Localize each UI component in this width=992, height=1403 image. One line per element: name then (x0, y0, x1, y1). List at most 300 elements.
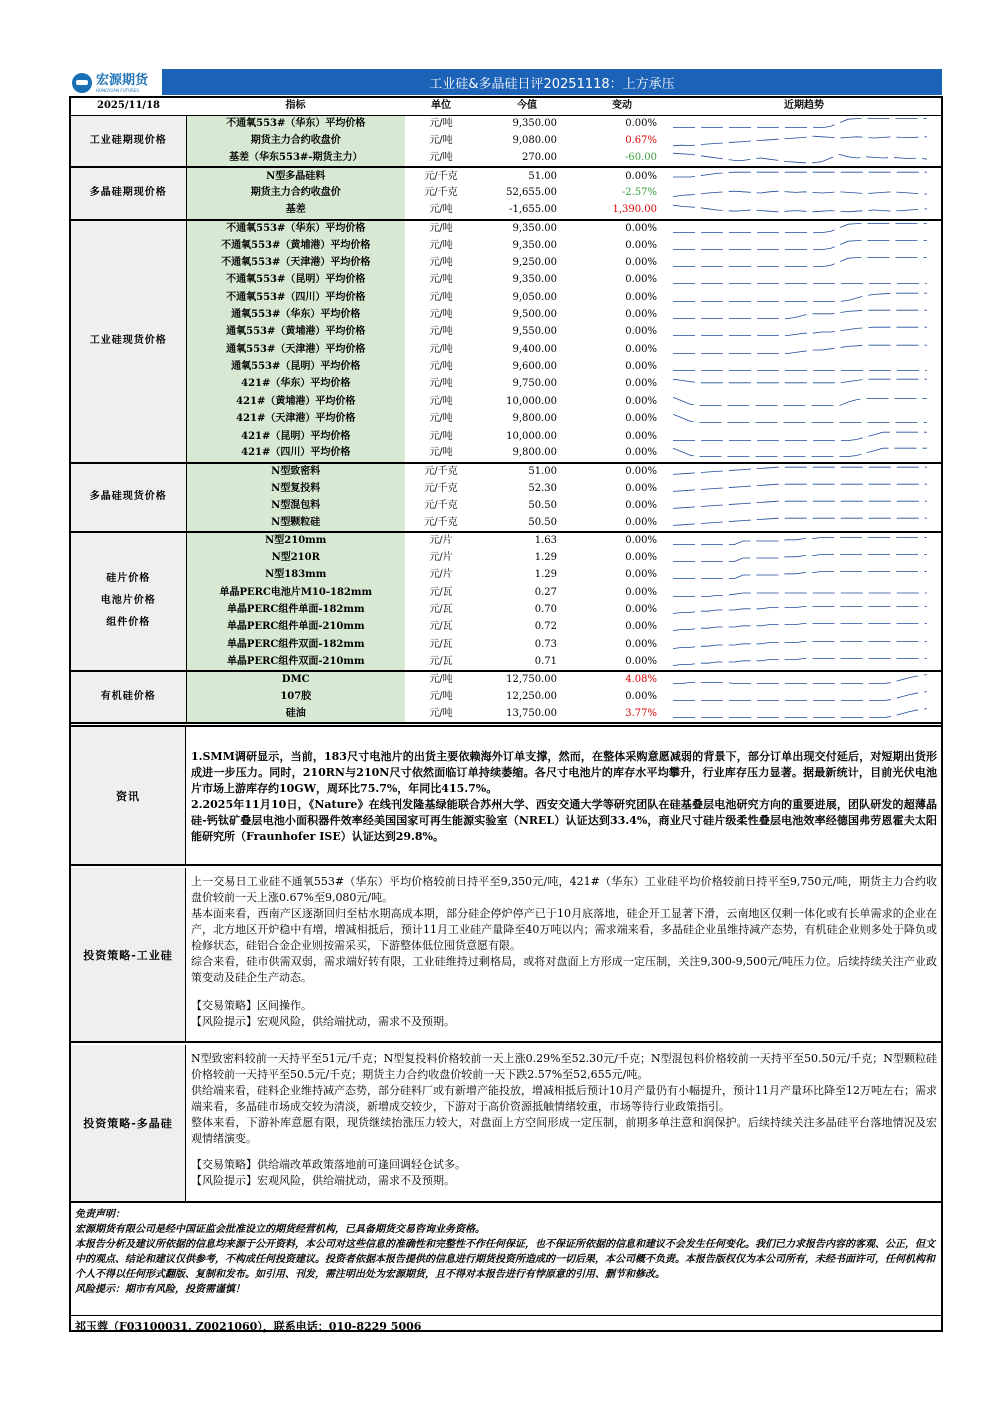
trend-sparkline (667, 133, 941, 150)
logo-icon (72, 73, 92, 93)
trend-sparkline (667, 324, 941, 341)
col-today: 今值 (477, 98, 577, 115)
trend-sparkline (667, 671, 941, 688)
indicator-name: DMC (186, 671, 405, 688)
table-header-row (71, 98, 941, 115)
sparkline-svg (667, 325, 933, 339)
table-row (71, 167, 941, 184)
category-label (71, 671, 186, 723)
indicator-name: 421#（天津港）平均价格 (186, 410, 405, 427)
indicator-name: 421#（四川）平均价格 (186, 445, 405, 462)
change-cell: 0.00% (625, 239, 657, 251)
sparkline-svg (667, 516, 933, 530)
table-row (71, 636, 941, 653)
table-row (71, 567, 941, 584)
disclaimer (71, 1205, 941, 1299)
sparkline-path (673, 293, 927, 301)
table-row (71, 428, 941, 445)
table-row (71, 289, 941, 306)
trend-sparkline (667, 358, 941, 375)
unit-cell: 元/千克 (424, 499, 458, 511)
sparkline-path (673, 691, 927, 700)
trend-sparkline (667, 706, 941, 723)
change-cell: -2.57% (621, 187, 657, 199)
trend-sparkline (667, 445, 941, 462)
unit-cell: 元/瓦 (405, 654, 477, 671)
table-row (71, 306, 941, 323)
disclaimer-line: 风险提示：期市有风险，投资需谨慎！ (75, 1284, 245, 1295)
trend-sparkline (667, 393, 941, 410)
table-row (71, 549, 941, 566)
value-cell: 50.50 (528, 499, 557, 511)
strategy-para: 【风险提示】宏观风险，供给端扰动，需求不及预期。 (191, 1174, 455, 1187)
value-cell: 10,000.00 (506, 430, 557, 442)
table-row (71, 463, 941, 480)
unit-cell: 元/吨 (429, 308, 453, 320)
indicator-name: 421#（华东）平均价格 (186, 376, 405, 393)
unit-cell: 元/吨 (429, 378, 453, 390)
sparkline-path (673, 518, 927, 525)
unit-cell: 元/千克 (424, 482, 458, 494)
indicator-name: N型210R (186, 549, 405, 566)
sparkline-svg (667, 273, 933, 287)
value-cell: 9,350.00 (512, 239, 557, 251)
category-label-text: 多晶硅期现价格 (89, 187, 167, 199)
sparkline-svg (667, 170, 933, 184)
analyst-contact: ，联系电话：010-8229 5006 (262, 1320, 422, 1333)
unit-cell: 元/吨 (429, 361, 453, 373)
change-cell: 0.00% (625, 413, 657, 425)
change-cell: 0.00% (625, 326, 657, 338)
table-row (71, 601, 941, 618)
indicator-name: 期货主力合约收盘价 (186, 133, 405, 150)
indicator-name: N型210mm (186, 532, 405, 549)
change-cell: 0.00% (625, 604, 657, 616)
unit-cell: 元/千克 (424, 187, 458, 199)
change-cell: 4.08% (625, 674, 657, 686)
sparkline-path (673, 432, 927, 440)
sparkline-svg (667, 638, 933, 652)
strategy-para: 综合来看，硅市供需双弱，需求端好转有限，工业硅维持过剩格局，或将对盘面上方形成一定压制，关注9,300-9,500元/吨压力位。后续持续关注产业政策变动及硅企生产动态。 (191, 955, 937, 984)
unit-cell: 元/片 (429, 569, 453, 581)
change-cell: 0.00% (625, 170, 657, 182)
unit-cell: 元/吨 (429, 274, 453, 286)
sparkline-path (673, 572, 927, 579)
unit-cell: 元/吨 (429, 690, 453, 702)
value-cell: 9,050.00 (512, 291, 557, 303)
sparkline-path (673, 593, 927, 597)
change-cell: 0.00% (625, 482, 657, 494)
unit-cell: 元/吨 (429, 326, 453, 338)
value-cell: 51.00 (528, 465, 557, 477)
value-cell: 0.70 (534, 604, 557, 616)
table-row (71, 532, 941, 549)
table-row (71, 341, 941, 358)
company-logo (72, 70, 162, 96)
sparkline-svg (667, 395, 933, 409)
news-para: 2.2025年11月10日，《Nature》在线刊发隆基绿能联合苏州大学、西安交通大学等研究团队在硅基叠层电池研究方向的重要进展，团队研发的超薄晶硅-钙钛矿叠层电池小面积器件效率经美国国家可再生能源实验室（NREL）认证达到33.4%，商业尺寸硅片级柔性叠层电池效率经德国弗劳恩霍夫太阳能研究所（Fraunhofer ISE）认证达到29.8%。 (191, 798, 937, 843)
strategy-poly-section (71, 1045, 941, 1203)
sparkline-svg (667, 117, 933, 131)
strategy-para: 供给端来看，硅料企业维持减产态势，部分硅料厂或有新增产能投放，增减相抵后预计10月产量仍有小幅提升，预计11月产量环比降至12万吨左右；需求端来看，多晶硅市场成交较为清淡，新增成交较少，下游对于高价资源抵触情绪较重，市场等待行业政策指引。 (191, 1084, 937, 1113)
value-cell: 50.50 (477, 515, 577, 532)
change-cell: 0.00% (625, 308, 657, 320)
change-cell: 0.00% (625, 430, 657, 442)
unit-cell: 元/吨 (429, 395, 453, 407)
value-cell: 9,080.00 (512, 135, 557, 147)
indicator-name: 通氧553#（黄埔港）平均价格 (186, 324, 405, 341)
indicator-name: N型183mm (186, 567, 405, 584)
sparkline-path (673, 328, 927, 336)
unit-cell: 元/千克 (424, 170, 458, 182)
change-cell: 0.00% (625, 291, 657, 303)
strategy-para: 整体来看，下游补库意愿有限，现货继续抬涨压力较大，对盘面上方空间形成一定压制，前期多单注意和润保护。后续持续关注多晶硅平台落地情况及宏观情绪演变。 (191, 1116, 937, 1145)
table-row (71, 671, 941, 688)
indicator-name: 基差（华东553#-期货主力） (186, 150, 405, 167)
news-label: 资讯 (71, 727, 186, 864)
trend-sparkline (667, 272, 941, 289)
unit-cell: 元/吨 (429, 674, 453, 686)
change-cell: 0.00% (625, 378, 657, 390)
indicator-name: 421#（昆明）平均价格 (186, 428, 405, 445)
trend-sparkline (667, 480, 941, 497)
table-row (71, 497, 941, 514)
spacer (191, 1147, 937, 1157)
unit-cell: 元/吨 (429, 291, 453, 303)
sparkline-path (673, 606, 927, 613)
unit-cell: 元/吨 (429, 256, 453, 268)
change-cell: 0.00% (625, 535, 657, 547)
indicator-name: N型多晶硅料 (186, 167, 405, 184)
strategy-si-text (186, 868, 941, 1041)
price-table (71, 98, 941, 724)
table-row (71, 376, 941, 393)
change-cell: 0.00% (625, 586, 657, 598)
sparkline-path (673, 192, 927, 197)
sparkline-path (673, 380, 927, 384)
strategy-si-section (71, 868, 941, 1043)
disclaimer-line: 宏源期货有限公司是经中国证监会批准设立的期货经营机构，已具备期货交易咨询业务资格。 (75, 1224, 485, 1235)
unit-cell: 元/吨 (405, 202, 477, 219)
indicator-name: 单晶PERC组件双面-210mm (186, 654, 405, 671)
sparkline-svg (667, 551, 933, 565)
value-cell: 0.72 (534, 621, 557, 633)
sparkline-path (673, 137, 927, 147)
sparkline-svg (667, 707, 933, 721)
change-cell: 0.00% (625, 361, 657, 373)
category-label-text: 硅片价格 (106, 573, 151, 585)
sparkline-svg (667, 186, 933, 200)
sparkline-svg (667, 134, 933, 148)
strategy-si-label: 投资策略-工业硅 (71, 868, 186, 1041)
sparkline-path (673, 172, 927, 177)
change-cell: 0.00% (625, 343, 657, 355)
value-cell: 52,655.00 (506, 187, 557, 199)
value-cell: 9,600.00 (512, 361, 557, 373)
category-label (71, 220, 186, 463)
trend-sparkline (667, 497, 941, 514)
strategy-poly-text (186, 1045, 941, 1201)
trend-sparkline (667, 220, 941, 237)
indicator-name: 单晶PERC组件单面-210mm (186, 619, 405, 636)
logo-en: HONGYUAN FUTURES (96, 87, 139, 93)
sparkline-path (673, 708, 927, 717)
unit-cell: 元/吨 (405, 150, 477, 167)
news-section (71, 725, 941, 866)
table-row (71, 272, 941, 289)
sparkline-svg (667, 203, 933, 217)
sparkline-path (673, 153, 927, 163)
trend-sparkline (667, 688, 941, 705)
sparkline-path (673, 641, 927, 648)
category-label-text: 工业硅期现价格 (89, 135, 167, 147)
indicator-name: 单晶PERC组件单面-182mm (186, 601, 405, 618)
table-row (71, 133, 941, 150)
table-row (71, 237, 941, 254)
table-row (71, 445, 941, 462)
change-cell: 0.00% (625, 274, 657, 286)
change-cell: 0.00% (625, 499, 657, 511)
indicator-name: 不通氧553#（四川）平均价格 (186, 289, 405, 306)
sparkline-path (673, 501, 927, 508)
table-row (71, 688, 941, 705)
sparkline-svg (667, 620, 933, 634)
unit-cell: 元/吨 (429, 343, 453, 355)
unit-cell: 元/千克 (405, 515, 477, 532)
category-label (71, 115, 186, 167)
unit-cell: 元/吨 (429, 222, 453, 234)
trend-sparkline (667, 202, 941, 219)
logo-cn: 宏源期货 (96, 72, 149, 88)
strategy-para: 上一交易日工业硅不通氧553#（华东）平均价格较前日持平至9,350元/吨，421#（华东）工业硅平均价格较前日持平至9,750元/吨，期货主力合约收盘价较前一天上涨0.67%至9,080元/吨。 (191, 875, 937, 904)
value-cell: 52.30 (528, 482, 557, 494)
value-cell: 9,250.00 (512, 256, 557, 268)
report-title: 工业硅&多晶硅日评20251118：上方承压 (162, 69, 942, 95)
unit-cell: 元/吨 (429, 239, 453, 251)
indicator-name: N型致密料 (186, 463, 405, 480)
unit-cell: 元/吨 (429, 413, 453, 425)
change-cell: 0.00% (625, 569, 657, 581)
indicator-name: 通氧553#（昆明）平均价格 (186, 358, 405, 375)
strategy-para: 基本面来看，西南产区逐渐回归至枯水期高成本期，部分硅企停炉停产已于10月底落地，硅企开工显著下滑，云南地区仅剩一体化或有长单需求的企业在产，北方地区开炉稳中有增，增减相抵后，预计11月工业硅产量降至40万吨以内；需求端来看，多晶硅企业虽维持减产态势，有机硅企业则多处于降负或检修状态，硅铝合金企业则按需采买，下游整体低位囤货意愿有限。 (191, 907, 937, 952)
sparkline-path (673, 258, 927, 267)
value-cell: 9,800.00 (477, 445, 577, 462)
report-date: 2025/11/18 (71, 98, 186, 115)
sparkline-path (673, 414, 927, 422)
change-cell: 0.00% (625, 256, 657, 268)
value-cell: 9,350.00 (512, 274, 557, 286)
value-cell: 1.29 (534, 552, 557, 564)
value-cell: 1.63 (534, 535, 557, 547)
sparkline-svg (667, 377, 933, 391)
analyst-name: 祁玉蓉 (75, 1320, 108, 1333)
trend-sparkline (667, 185, 941, 202)
value-cell: 270.00 (477, 150, 577, 167)
analyst-footer (71, 1315, 941, 1336)
table-row (71, 619, 941, 636)
sparkline-svg (667, 603, 933, 617)
sparkline-path (673, 310, 927, 318)
unit-cell: 元/吨 (405, 706, 477, 723)
sparkline-svg (667, 430, 933, 444)
category-label-text: 电池片价格 (100, 595, 156, 607)
col-change: 变动 (577, 98, 667, 115)
sparkline-path (673, 467, 927, 474)
trend-sparkline (667, 515, 941, 532)
trend-sparkline (667, 636, 941, 653)
indicator-name: 期货主力合约收盘价 (186, 185, 405, 202)
value-cell: 13,750.00 (477, 706, 577, 723)
unit-cell: 元/吨 (405, 445, 477, 462)
value-cell: 9,550.00 (512, 326, 557, 338)
category-label-text: 组件价格 (106, 617, 151, 629)
indicator-name: N型复投料 (186, 480, 405, 497)
trend-sparkline (667, 254, 941, 271)
strategy-para: 【交易策略】区间操作。 (191, 999, 312, 1012)
table-row (71, 358, 941, 375)
col-unit: 单位 (405, 98, 477, 115)
unit-cell: 元/吨 (429, 430, 453, 442)
change-cell: 0.00% (625, 638, 657, 650)
table-row (71, 185, 941, 202)
trend-sparkline (667, 654, 941, 671)
indicator-name: 421#（黄埔港）平均价格 (186, 393, 405, 410)
sparkline-svg (667, 256, 933, 270)
trend-sparkline (667, 463, 941, 480)
value-cell: 0.27 (534, 586, 557, 598)
unit-cell: 元/片 (429, 552, 453, 564)
table-row (71, 150, 941, 167)
change-cell: 0.00% (625, 465, 657, 477)
table-row (71, 654, 941, 671)
unit-cell: 元/瓦 (429, 586, 453, 598)
change-cell: 0.00% (577, 515, 667, 532)
indicator-name: 不通氧553#（华东）平均价格 (186, 115, 405, 132)
news-text (186, 727, 941, 864)
sparkline-svg (667, 360, 933, 374)
value-cell: 10,000.00 (506, 395, 557, 407)
unit-cell: 元/千克 (424, 465, 458, 477)
sparkline-svg (667, 151, 933, 165)
value-cell: 1.29 (534, 569, 557, 581)
trend-sparkline (667, 167, 941, 184)
sparkline-path (673, 624, 927, 631)
sparkline-svg (667, 222, 933, 236)
indicator-name: N型混包料 (186, 497, 405, 514)
value-cell: 0.71 (477, 654, 577, 671)
value-cell: 12,750.00 (506, 674, 557, 686)
trend-sparkline (667, 619, 941, 636)
trend-sparkline (667, 289, 941, 306)
value-cell: 9,500.00 (512, 308, 557, 320)
sparkline-svg (667, 568, 933, 582)
sparkline-path (673, 119, 927, 128)
sparkline-path (673, 223, 927, 232)
trend-sparkline (667, 601, 941, 618)
category-label-text: 工业硅现货价格 (89, 335, 167, 347)
analyst-ids: （F03100031, Z0021060） (108, 1320, 263, 1333)
sparkline-svg (667, 482, 933, 496)
sparkline-path (673, 658, 927, 665)
category-label (71, 167, 186, 219)
value-cell: -1,655.00 (477, 202, 577, 219)
table-row (71, 324, 941, 341)
change-cell: 0.00% (577, 654, 667, 671)
trend-sparkline (667, 341, 941, 358)
sparkline-path (673, 538, 927, 545)
category-label (71, 463, 186, 532)
strategy-para: N型致密料较前一天持平至51元/千克；N型复投料价格较前一天上涨0.29%至52.30元/千克；N型混包料价格较前一天持平至50.50元/千克；N型颗粒硅价格较前一天持平至50.5元/千克；期货主力合约收盘价较前一天下跌2.57%至52,655元/吨。 (191, 1052, 937, 1081)
sparkline-path (673, 449, 927, 457)
indicator-name: 基差 (186, 202, 405, 219)
sparkline-path (673, 206, 927, 213)
trend-sparkline (667, 376, 941, 393)
value-cell: 9,350.00 (512, 222, 557, 234)
sparkline-svg (667, 534, 933, 548)
trend-sparkline (667, 237, 941, 254)
unit-cell: 元/瓦 (429, 638, 453, 650)
unit-cell: 元/片 (429, 535, 453, 547)
trend-sparkline (667, 584, 941, 601)
sparkline-path (673, 554, 927, 561)
table-row (71, 706, 941, 723)
trend-sparkline (667, 532, 941, 549)
table-row (71, 254, 941, 271)
table-row (71, 393, 941, 410)
value-cell: 9,800.00 (512, 413, 557, 425)
disclaimer-title: 免责声明： (75, 1209, 125, 1220)
table-row (71, 584, 941, 601)
change-cell: 0.67% (625, 135, 657, 147)
sparkline-svg (667, 343, 933, 357)
sparkline-path (673, 240, 927, 249)
table-row (71, 515, 941, 532)
value-cell: 9,400.00 (512, 343, 557, 355)
indicator-name: 不通氧553#（昆明）平均价格 (186, 272, 405, 289)
table-row (71, 220, 941, 237)
sparkline-svg (667, 412, 933, 426)
sparkline-svg (667, 239, 933, 253)
indicator-name: 单晶PERC电池片M10-182mm (186, 584, 405, 601)
change-cell: 0.00% (625, 552, 657, 564)
change-cell: 0.00% (625, 395, 657, 407)
value-cell: 12,250.00 (506, 690, 557, 702)
sparkline-path (673, 675, 927, 684)
value-cell: 9,350.00 (512, 118, 557, 130)
strategy-para: 【交易策略】供给端改革政策落地前可逢回调轻仓试多。 (191, 1158, 466, 1171)
change-cell: 3.77% (577, 706, 667, 723)
change-cell: 0.00% (625, 690, 657, 702)
trend-sparkline (667, 549, 941, 566)
indicator-name: 不通氧553#（天津港）平均价格 (186, 254, 405, 271)
sparkline-svg (667, 690, 933, 704)
indicator-name: N型颗粒硅 (186, 515, 405, 532)
category-label-text: 有机硅价格 (100, 690, 156, 702)
strategy-para: 【风险提示】宏观风险，供给端扰动，需求不及预期。 (191, 1015, 455, 1028)
sparkline-svg (667, 655, 933, 669)
indicator-name: 不通氧553#（华东）平均价格 (186, 220, 405, 237)
trend-sparkline (667, 306, 941, 323)
change-cell: -60.00 (577, 150, 667, 167)
table-row (71, 410, 941, 427)
spacer (191, 986, 937, 998)
table-row (71, 115, 941, 132)
sparkline-svg (667, 586, 933, 600)
change-cell: 0.00% (625, 118, 657, 130)
trend-sparkline (667, 115, 941, 132)
news-para: 1.SMM调研显示，当前，183尺寸电池片的出货主要依赖海外订单支撑，然而，在整体采购意愿减弱的背景下，部分订单出现交付延后，对短期出货形成进一步压力。同时，210RN与210N尺寸依然面临订单持续萎缩。各尺寸电池片的库存水平均攀升，行业库存压力显著。据最新统计，目前光伏电池片市场上游库存约10GW，周环比75.7%，年同比415.7%。 (191, 750, 937, 795)
table-row (71, 202, 941, 219)
